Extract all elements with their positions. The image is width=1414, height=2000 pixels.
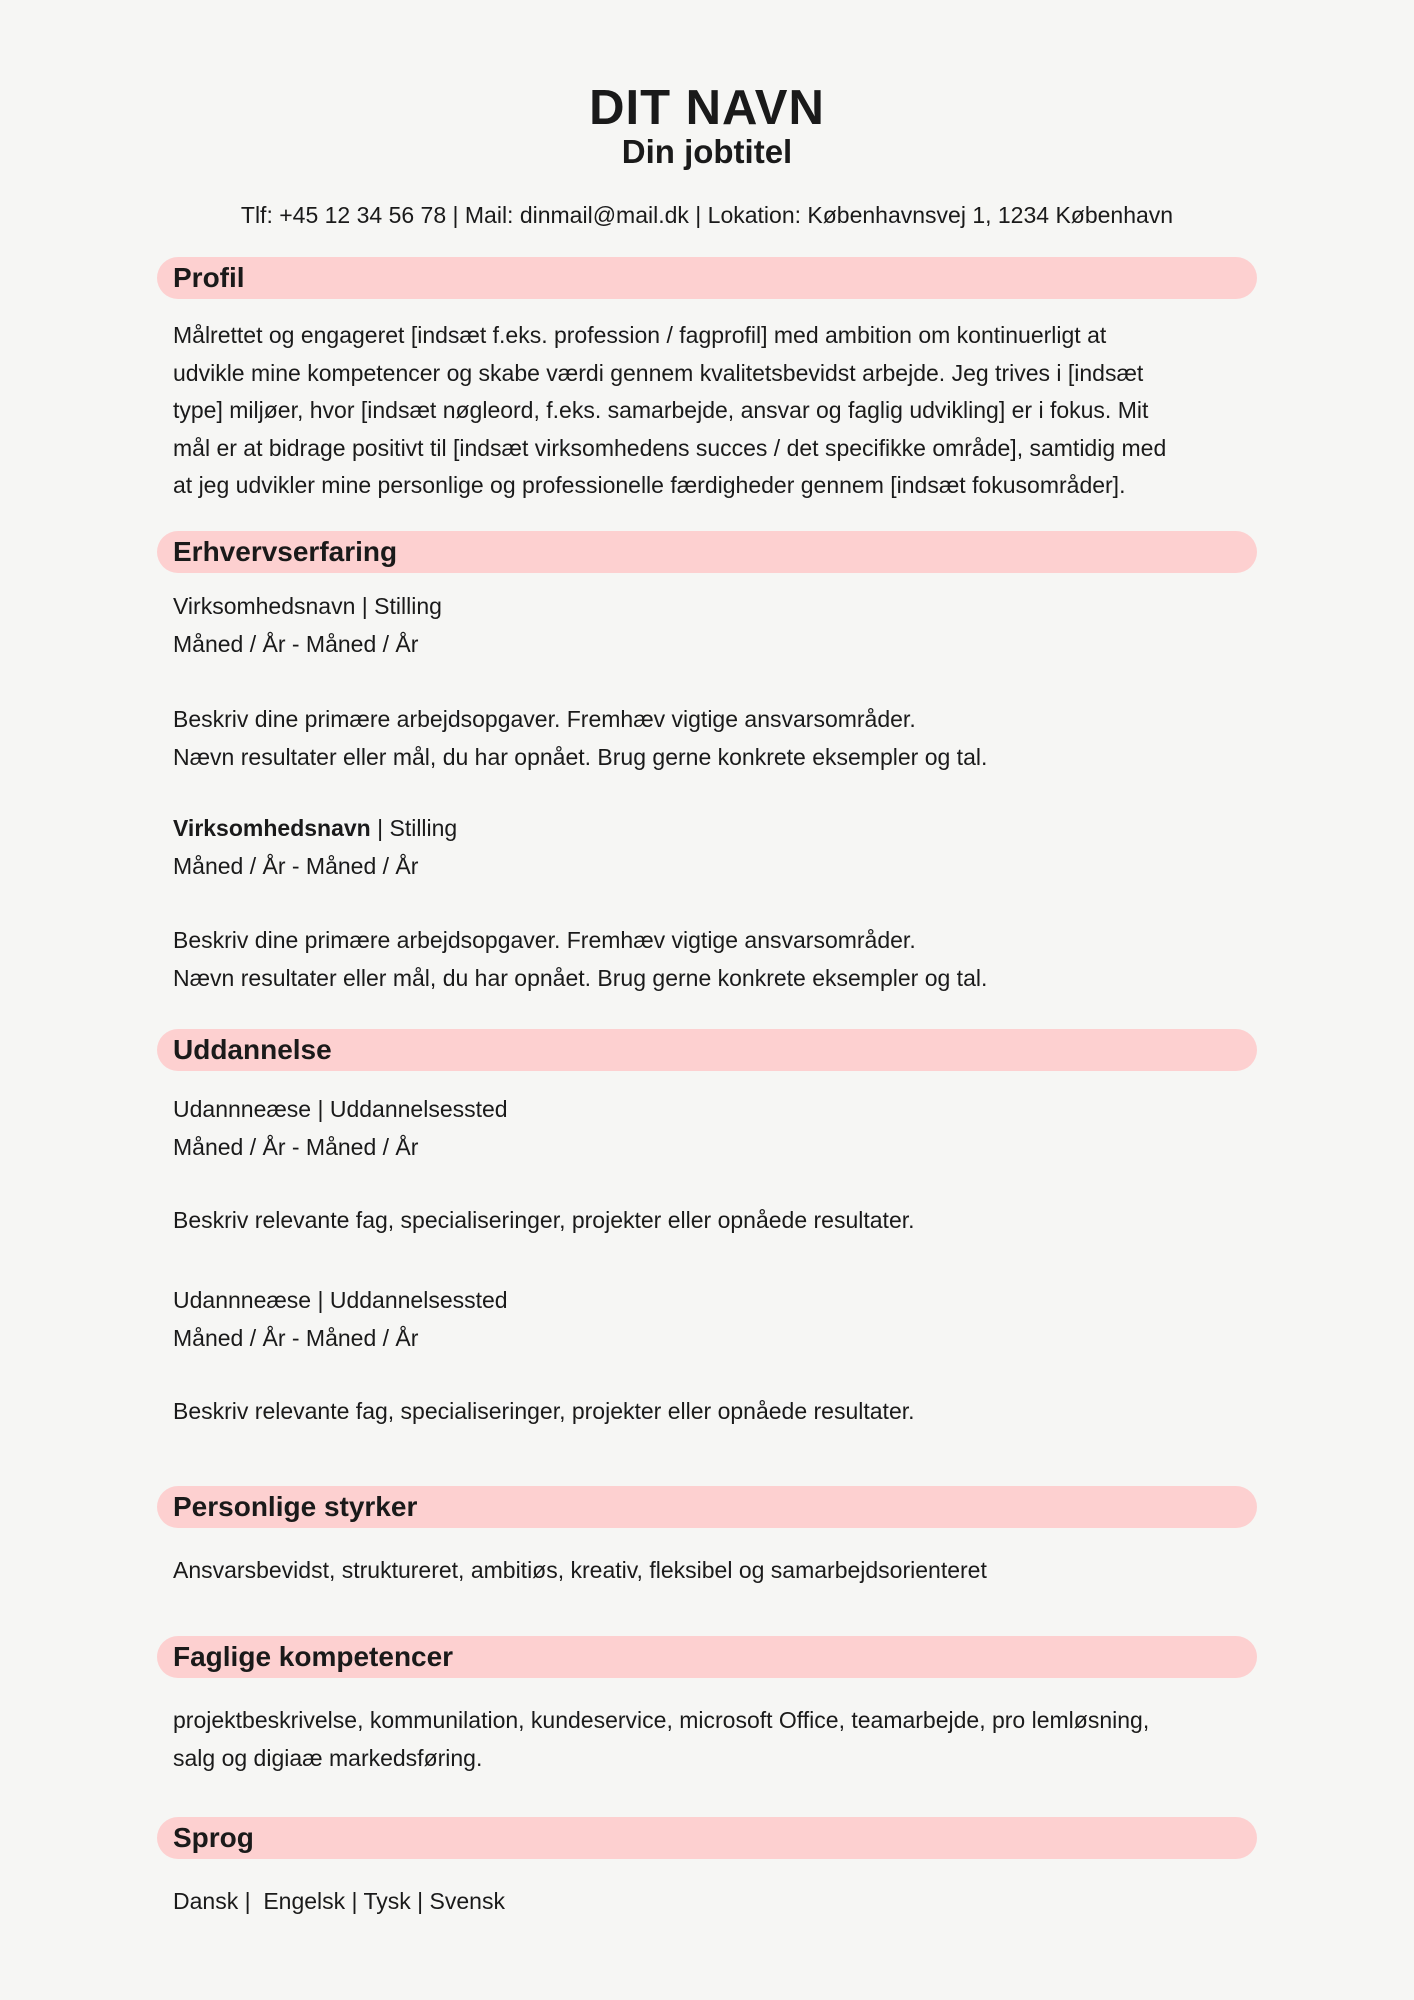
job-desc-line: Nævn resultater eller mål, du har opnået. Brug gerne konkrete eksempler og tal. bbox=[173, 743, 988, 770]
profil-line: Målrettet og engageret [indsæt f.eks. profession / fagprofil] med ambition om kontinuerligt at bbox=[173, 322, 1107, 348]
job-desc-line: Beskriv dine primære arbejdsopgaver. Fremhæv vigtige ansvarsområder. bbox=[173, 927, 916, 953]
job-title-line bbox=[173, 810, 1253, 848]
profil-line: type] miljøer, hvor [indsæt nøgleord, f.eks. samarbejde, ansvar og faglig udvikling] er i fokus. Mit bbox=[173, 397, 1149, 423]
styrker-text bbox=[173, 1552, 1253, 1590]
education-title: Udannneæse | Uddannelsessted bbox=[173, 1287, 508, 1313]
profil-text bbox=[173, 317, 1253, 505]
education-period: Måned / År - Måned / År bbox=[173, 1133, 419, 1160]
job-title-line bbox=[173, 588, 1253, 626]
job-desc-line: Nævn resultater eller mål, du har opnået. Brug gerne konkrete eksempler og tal. bbox=[173, 964, 988, 991]
contact-line: Tlf: +45 12 34 56 78 | Mail: dinmail@mail.dk | Lokation: Københavnsvej 1, 1234 København bbox=[240, 202, 1174, 228]
education-title: Udannneæse | Uddannelsessted bbox=[173, 1096, 508, 1122]
section-heading-profil: Profil bbox=[157, 257, 1257, 299]
job-description bbox=[173, 701, 1253, 776]
education-desc-line: Beskriv relevante fag, specialiseringer, projekter eller opnåede resultater. bbox=[173, 1398, 915, 1424]
job-role: | Stilling bbox=[370, 815, 458, 841]
profil-line: at jeg udvikler mine personlige og professionelle færdigheder gennem [indsæt fokusområder]. bbox=[173, 472, 1126, 498]
cv-name: DIT NAVN bbox=[589, 81, 825, 135]
job-entry bbox=[173, 810, 1253, 885]
kompetencer-text bbox=[173, 1702, 1253, 1777]
education-description bbox=[173, 1202, 1253, 1240]
job-company: Virksomhedsnavn bbox=[173, 815, 371, 841]
kompetencer-line: projektbeskrivelse, kommunilation, kundeservice, microsoft Office, teamarbejde, pro lemløsning, bbox=[173, 1707, 1150, 1733]
styrker-line: Ansvarsbevidst, struktureret, ambitiøs, kreativ, fleksibel og samarbejdsorienteret bbox=[173, 1557, 987, 1583]
sprog-line: Dansk | Engelsk | Tysk | Svensk bbox=[173, 1888, 505, 1914]
job-period: Måned / År - Måned / År bbox=[173, 630, 419, 657]
education-entry bbox=[173, 1091, 1253, 1166]
job-description bbox=[173, 922, 1253, 997]
profil-line: udvikle mine kompetencer og skabe værdi gennem kvalitetsbevidst arbejde. Jeg trives i [indsæt bbox=[173, 359, 1144, 386]
education-entry bbox=[173, 1282, 1253, 1357]
section-heading-erhvervserfaring: Erhvervserfaring bbox=[157, 531, 1257, 573]
kompetencer-line: salg og digiaæ markedsføring. bbox=[173, 1744, 483, 1771]
section-heading-personlige-styrker: Personlige styrker bbox=[157, 1486, 1257, 1528]
education-desc-line: Beskriv relevante fag, specialiseringer, projekter eller opnåede resultater. bbox=[173, 1207, 915, 1233]
education-period: Måned / År - Måned / År bbox=[173, 1324, 419, 1351]
job-entry bbox=[173, 588, 1253, 663]
job-period: Måned / År - Måned / År bbox=[173, 852, 419, 879]
cv-page bbox=[157, 0, 1257, 2000]
sprog-text bbox=[173, 1883, 1253, 1921]
education-description bbox=[173, 1393, 1253, 1431]
section-heading-uddannelse: Uddannelse bbox=[157, 1029, 1257, 1071]
job-desc-line: Beskriv dine primære arbejdsopgaver. Fremhæv vigtige ansvarsområder. bbox=[173, 706, 916, 732]
job-role: | Stilling bbox=[355, 593, 442, 619]
job-company: Virksomhedsnavn bbox=[173, 593, 356, 619]
profil-line: mål er at bidrage positivt til [indsæt virksomhedens succes / det specifikke område], samtidig med bbox=[173, 434, 1167, 461]
section-heading-faglige-kompetencer: Faglige kompetencer bbox=[157, 1636, 1257, 1678]
section-heading-sprog: Sprog bbox=[157, 1817, 1257, 1859]
cv-jobtitle: Din jobtitel bbox=[621, 133, 793, 170]
